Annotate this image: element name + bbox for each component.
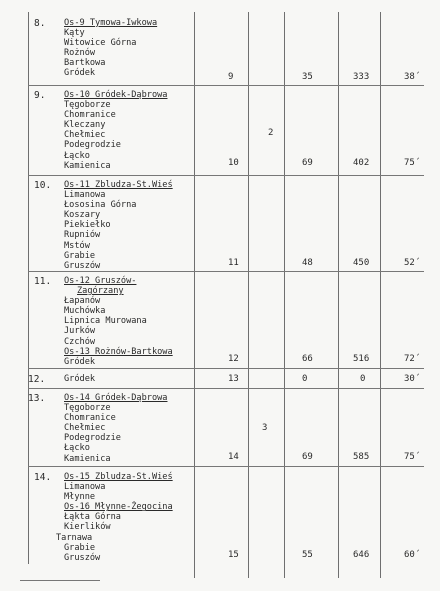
cell-col1: 12 (228, 354, 239, 364)
cell-col5: 75´ (404, 452, 421, 462)
cell-col4: 516 (353, 354, 370, 364)
place-name: Mstów (64, 240, 90, 251)
place-list (64, 18, 224, 79)
place-name: Podegrodzie (64, 140, 121, 151)
table-row (28, 391, 424, 466)
cell-col3: 0 (302, 374, 308, 384)
cell-col1: 11 (228, 258, 239, 268)
cell-col4: 333 (353, 72, 370, 82)
route-name: Os-10 Gródek-Dąbrowa (64, 90, 168, 100)
place-name: Łącko (64, 150, 90, 161)
cell-col3: 66 (302, 354, 313, 364)
row-number: 9. (34, 90, 46, 101)
place-list (56, 472, 224, 563)
place-name: Grabie (64, 542, 96, 553)
route-name: Os-15 Zbludza-St.Wieś (64, 472, 173, 482)
place-name: Muchówka (64, 306, 106, 317)
cell-col1: 15 (228, 550, 239, 560)
place-name: Jurków (64, 326, 96, 337)
route-name: Os-9 Tymowa-Iwkowa (64, 18, 158, 28)
cell-col4: 450 (353, 258, 370, 268)
place-name: Gródek (64, 68, 96, 79)
place-name: Chełmiec (64, 130, 106, 141)
cell-col4: 585 (353, 452, 370, 462)
place-list (64, 393, 224, 464)
route-name: Os-16 Młynne-Żegocina (64, 502, 173, 513)
route-name: Zagórzany (77, 286, 124, 297)
place-name: Kamienica (64, 160, 111, 171)
place-name: Tęgoborze (64, 403, 111, 414)
row-number: 10. (34, 180, 52, 191)
place-name: Gruszów (64, 260, 101, 271)
place-list (64, 276, 224, 367)
place-name: Bartkowa (64, 58, 106, 69)
table-row (28, 372, 424, 388)
cell-col3: 48 (302, 258, 313, 268)
cell-col3: 35 (302, 72, 313, 82)
row-number: 14. (34, 472, 52, 483)
route-name: Os-11 Zbludza-St.Wieś (64, 180, 173, 190)
row-number: 11. (34, 276, 52, 287)
place-name: Tęgoborze (64, 100, 111, 111)
place-name: Podegrodzie (64, 433, 121, 444)
route-name: Os-13 Rożnów-Bartkowa (64, 346, 173, 357)
place-name: Rupniów (64, 230, 101, 241)
cell-col5: 75´ (404, 158, 421, 168)
place-name: Chełmiec (64, 423, 106, 434)
cell-col5: 72´ (404, 354, 421, 364)
place-name: Chomranice (64, 413, 116, 424)
cell-col4: 402 (353, 158, 370, 168)
place-name: Piekiełko (64, 220, 111, 231)
place-name: Gródek (64, 356, 96, 367)
place-name: Rożnów (64, 48, 96, 59)
place-name: Lipnica Murowana (64, 316, 147, 327)
cell-col3: 55 (302, 550, 313, 560)
route-name: Os-14 Gródek-Dąbrowa (64, 393, 168, 403)
place-name: Młynne (64, 492, 96, 503)
place-name: Kamienica (64, 453, 111, 464)
cell-col2: 3 (262, 423, 268, 433)
place-list (64, 90, 224, 171)
place-name: Witowice Górna (64, 38, 137, 49)
table-row (28, 16, 424, 85)
cell-col5: 38´ (404, 72, 421, 82)
row-divider (28, 175, 424, 176)
table-row (28, 178, 424, 271)
place-name: Grabie (64, 250, 96, 261)
cell-col5: 60´ (404, 550, 421, 560)
cell-col5: 52´ (404, 258, 421, 268)
cell-col3: 69 (302, 158, 313, 168)
place-name: Kleczany (64, 120, 106, 131)
cell-col3: 69 (302, 452, 313, 462)
place-name: Koszary (64, 210, 101, 221)
place-name: Łososina Górna (64, 200, 137, 211)
table-row (28, 274, 424, 368)
place-name: Chomranice (64, 110, 116, 121)
place-name: Gruszów (64, 552, 101, 563)
cell-col1: 9 (228, 72, 234, 82)
place-name: Tarnawa (56, 532, 93, 543)
cell-col1: 10 (228, 158, 239, 168)
place-name: Kąty (64, 28, 85, 39)
row-divider (28, 466, 424, 467)
row-number: 13. (28, 393, 46, 404)
place-name: Łącko (64, 443, 90, 454)
table-row (28, 88, 424, 175)
place-list (64, 180, 224, 271)
cell-col4: 646 (353, 550, 370, 560)
place-name: Czchów (64, 336, 96, 347)
cell-col1: 13 (228, 374, 239, 384)
place-name: Kierlików (64, 522, 111, 533)
cell-col5: 30´ (404, 374, 421, 384)
cell-col1: 14 (228, 452, 239, 462)
row-divider (28, 271, 424, 272)
row-number: 8. (34, 18, 46, 29)
table-row (28, 470, 424, 570)
place-name: Limanowa (64, 482, 106, 493)
cell-col4: 0 (360, 374, 366, 384)
place-name: Gródek (64, 374, 96, 384)
row-divider (28, 85, 424, 86)
row-number: 12. (28, 374, 46, 385)
cell-col2: 2 (268, 128, 274, 138)
place-list (64, 374, 224, 384)
row-divider (28, 368, 424, 369)
route-name: Os-12 Gruszów- (64, 276, 137, 286)
place-name: Łapanów (64, 296, 101, 307)
place-name: Łąkta Górna (64, 512, 121, 523)
place-name: Limanowa (64, 190, 106, 201)
row-divider (28, 388, 424, 389)
table-bottom-line (20, 580, 100, 581)
